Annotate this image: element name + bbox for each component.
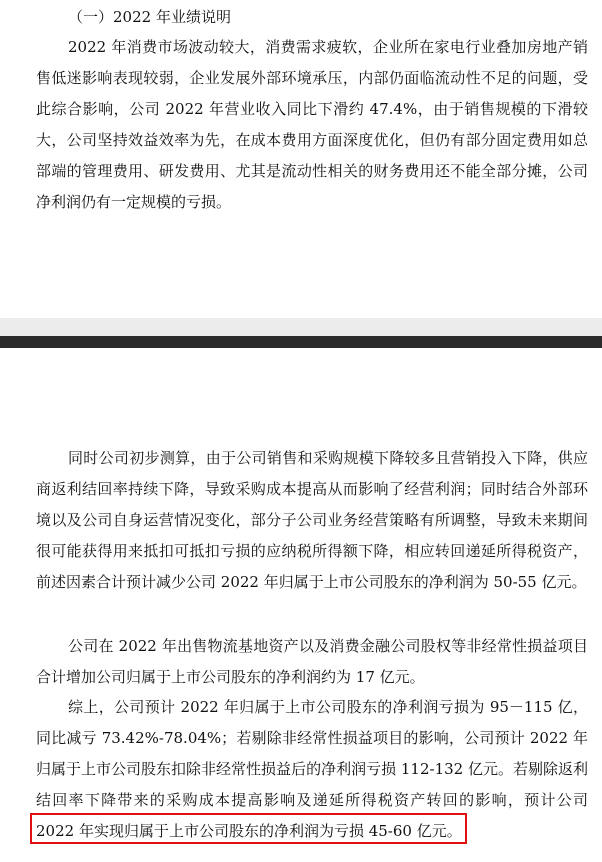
page-divider — [0, 318, 602, 348]
section-heading: （一）2022 年业绩说明 — [68, 8, 231, 26]
paragraph-nonrecurring-gains: 公司在 2022 年出售物流基地资产以及消费金融公司股权等非经常性损益项目合计增加公司归属于上市公司股东的净利润约为 17 亿元。 — [36, 637, 588, 686]
document-page-top — [0, 0, 602, 318]
paragraph-rebate-impact: 同时公司初步测算，由于公司销售和采购规模下降较多且营销投入下降，供应商返利结回率持续下降，导致采购成本提高从而影响了经营利润；同时结合外部环境以及公司自身运营情况变化，部分子公司业务经营策略有所调整，导致未来期间很可能获得用来抵扣可抵扣亏损的应纳税所得额下降，相应转回递延所得税资产，前述因素合计预计减少公司 2022 年归属于上市公司股东的净利润为 50-55 亿元。 — [36, 449, 588, 591]
page-edge-bar — [0, 336, 602, 348]
paragraph-conclusion: 综上，公司预计 2022 年归属于上市公司股东的净利润亏损为 95－115 亿，同比减亏 73.42%-78.04%；若剔除非经常性损益项目的影响，公司预计 2022 年归属于上市公司股东扣除非经常性损益后的净利润亏损 112-132 亿元。若剔除返利结回率下降带来的采购成本提高影响及递延所得税资产转回的影响，预计公司 2022 年实现归属于上市公司股东的净利润为亏损 45-60 亿元。 — [36, 698, 588, 840]
page-gap — [0, 318, 602, 336]
highlight-box — [30, 813, 467, 844]
paragraph-performance-summary: 2022 年消费市场波动较大，消费需求疲软，企业所在家电行业叠加房地产销售低迷影响表现较弱，企业发展外部环境承压，内部仍面临流动性不足的问题，受此综合影响，公司 2022 年营业收入同比下滑约 47.4%，由于销售规模的下滑较大，公司坚持效益效率为先，在成本费用方面深度优化，但仍有部分固定费用如总部端的管理费用、研发费用、尤其是流动性相关的财务费用还不能全部分摊，公司净利润仍有一定规模的亏损。 — [36, 38, 588, 211]
